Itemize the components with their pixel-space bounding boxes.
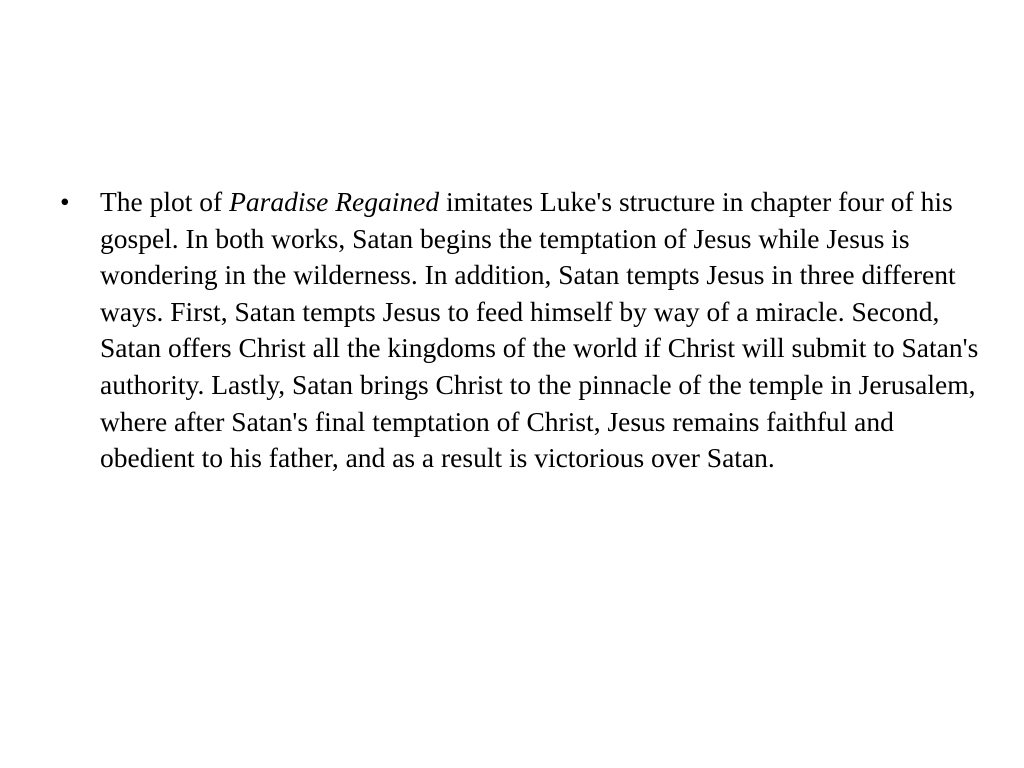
bullet-marker: • <box>60 186 70 217</box>
bullet-text-intro: The plot of <box>100 186 230 217</box>
bullet-text-body: imitates Luke's structure in chapter four of his gospel. In both works, Satan begins the temptation of Jesus while Jesus is wondering in the wilderness. In addition, Satan tempts Jesus in three different ways. First, Satan tempts Jesus to feed himself by way of a miracle. Second, Satan offers Christ all the kingdoms of the world if Christ will submit to Satan's authority. Lastly, Satan brings Christ to the pinnacle of the temple in Jerusalem, where after Satan's final temptation of Christ, Jesus remains faithful and obedient to his father, and as a result is victorious over Satan. <box>100 186 979 474</box>
work-title: Paradise Regained <box>229 186 440 217</box>
bullet-list <box>60 184 980 477</box>
bullet-text <box>100 184 980 477</box>
bullet-item <box>60 184 980 477</box>
